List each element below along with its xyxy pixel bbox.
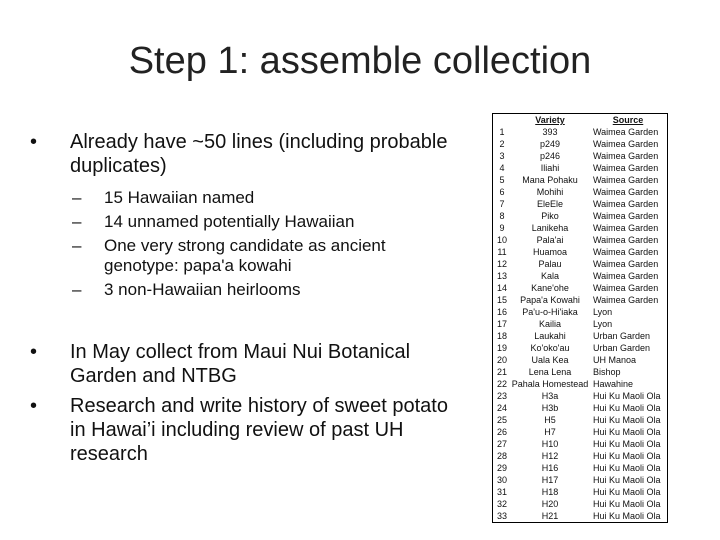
variety-cell: Pa'u-o-Hi'iaka: [522, 307, 578, 317]
source-cell: Urban Garden: [593, 331, 651, 341]
row-number: 7: [499, 199, 505, 209]
source-cell: Waimea Garden: [593, 139, 659, 149]
table-row: [493, 138, 668, 150]
source-cell: Lyon: [593, 307, 613, 317]
table-row: [493, 222, 668, 234]
row-number: 11: [497, 247, 507, 257]
row-number: 25: [496, 415, 507, 425]
variety-cell: H16: [541, 463, 559, 473]
variety-cell: Kala: [540, 271, 559, 281]
variety-table-wrapper: [492, 113, 668, 523]
source-cell: Waimea Garden: [593, 271, 659, 281]
row-number: 13: [496, 271, 507, 281]
bullet-item: [30, 130, 450, 178]
table-row: [493, 378, 668, 390]
sub-bullet-text: 14 unnamed potentially Hawaiian: [104, 212, 355, 231]
source-cell: Hui Ku Maoli Ola: [593, 511, 661, 521]
sub-bullet-item: [72, 280, 450, 300]
dash-marker: –: [72, 188, 82, 207]
variety-cell: Lanikeha: [531, 223, 569, 233]
table-row: [493, 498, 668, 510]
table-row: [493, 174, 668, 186]
source-cell: Waimea Garden: [593, 211, 659, 221]
source-cell: Waimea Garden: [593, 163, 659, 173]
row-number: 17: [496, 319, 507, 329]
table-row: [493, 162, 668, 174]
variety-cell: Huamoa: [532, 247, 568, 257]
source-cell: Waimea Garden: [593, 223, 659, 233]
source-cell: Hui Ku Maoli Ola: [593, 487, 661, 497]
source-cell: Hui Ku Maoli Ola: [593, 427, 661, 437]
variety-cell: Pahala Homestead: [511, 379, 589, 389]
row-number: 3: [499, 151, 505, 161]
source-cell: Bishop: [593, 367, 621, 377]
variety-cell: H7: [544, 427, 556, 437]
header-variety: Variety: [535, 115, 565, 125]
variety-cell: Kane'ohe: [531, 283, 569, 293]
row-number: 32: [496, 499, 507, 509]
variety-cell: Ko'oko'au: [530, 343, 570, 353]
source-cell: Waimea Garden: [593, 151, 659, 161]
source-cell: UH Manoa: [593, 355, 637, 365]
table-row: [493, 282, 668, 294]
bullet-marker: •: [30, 395, 38, 417]
table-row: [493, 438, 668, 450]
table-row: [493, 462, 668, 474]
table-row: [493, 258, 668, 270]
row-number: 24: [496, 403, 507, 413]
sub-bullet-text: 15 Hawaiian named: [104, 188, 255, 207]
variety-cell: Iliahi: [540, 163, 560, 173]
source-cell: Waimea Garden: [593, 199, 659, 209]
source-cell: Hui Ku Maoli Ola: [593, 391, 661, 401]
row-number: 12: [496, 259, 507, 269]
variety-cell: Lena Lena: [528, 367, 572, 377]
row-number: 1: [499, 127, 505, 137]
dash-marker: –: [72, 280, 82, 299]
source-cell: Waimea Garden: [593, 175, 659, 185]
bullet-text: Already have ~50 lines (including probable duplicates): [70, 131, 448, 177]
variety-cell: p246: [539, 151, 561, 161]
slide-title: Step 1: assemble collection: [128, 40, 592, 82]
source-cell: Waimea Garden: [593, 187, 659, 197]
table-row: [493, 294, 668, 306]
variety-cell: Pala'ai: [536, 235, 564, 245]
row-number: 4: [499, 163, 505, 173]
variety-cell: Palau: [538, 259, 562, 269]
table-row: [493, 402, 668, 414]
table-row: [493, 210, 668, 222]
variety-cell: H10: [541, 439, 559, 449]
row-number: 16: [496, 307, 507, 317]
row-number: 15: [496, 295, 507, 305]
source-cell: Waimea Garden: [593, 127, 659, 137]
bullet-item: [30, 394, 450, 466]
table-row: [493, 354, 668, 366]
variety-cell: Piko: [541, 211, 559, 221]
table-row: [493, 186, 668, 198]
row-number: 6: [499, 187, 505, 197]
bullet-marker: •: [30, 131, 38, 153]
row-number: 22: [496, 379, 507, 389]
variety-cell: H18: [541, 487, 559, 497]
row-number: 5: [499, 175, 505, 185]
source-cell: Hui Ku Maoli Ola: [593, 415, 661, 425]
source-cell: Hawahine: [593, 379, 634, 389]
source-cell: Hui Ku Maoli Ola: [593, 475, 661, 485]
row-number: 20: [496, 355, 507, 365]
table-row: [493, 450, 668, 462]
variety-cell: Laukahi: [534, 331, 566, 341]
sub-bullet-item: [72, 188, 450, 208]
row-number: 23: [496, 391, 507, 401]
row-number: 10: [496, 235, 507, 245]
source-cell: Hui Ku Maoli Ola: [593, 463, 661, 473]
row-number: 28: [496, 451, 507, 461]
table-row: [493, 414, 668, 426]
source-cell: Hui Ku Maoli Ola: [593, 499, 661, 509]
variety-cell: Papa'a Kowahi: [520, 295, 580, 305]
row-number: 21: [496, 367, 507, 377]
table-row: [493, 342, 668, 354]
sub-bullet-list: [72, 188, 450, 300]
bullet-item: [30, 340, 450, 388]
dash-marker: –: [72, 212, 82, 231]
spacer: [30, 304, 450, 340]
bullet-list: [30, 130, 450, 466]
sub-bullet-item: [72, 212, 450, 232]
table-row: [493, 198, 668, 210]
source-cell: Waimea Garden: [593, 283, 659, 293]
table-body: [493, 126, 668, 523]
variety-cell: p249: [539, 139, 561, 149]
row-number: 26: [496, 427, 507, 437]
table-header-row: [493, 114, 668, 127]
variety-cell: EleEle: [536, 199, 563, 209]
source-cell: Waimea Garden: [593, 235, 659, 245]
variety-cell: Mohihi: [536, 187, 564, 197]
source-cell: Waimea Garden: [593, 295, 659, 305]
variety-cell: H20: [541, 499, 559, 509]
row-number: 8: [499, 211, 505, 221]
variety-cell: H21: [541, 511, 559, 521]
variety-cell: H12: [541, 451, 559, 461]
variety-cell: H5: [544, 415, 556, 425]
source-cell: Hui Ku Maoli Ola: [593, 403, 661, 413]
table-row: [493, 390, 668, 402]
variety-cell: Uala Kea: [531, 355, 569, 365]
row-number: 14: [496, 283, 507, 293]
header-source: Source: [612, 115, 644, 125]
source-cell: Hui Ku Maoli Ola: [593, 451, 661, 461]
variety-cell: H3a: [541, 391, 559, 401]
table-row: [493, 270, 668, 282]
source-cell: Waimea Garden: [593, 259, 659, 269]
variety-cell: H3b: [541, 403, 559, 413]
source-cell: Urban Garden: [593, 343, 651, 353]
variety-cell: Kailia: [538, 319, 561, 329]
table-row: [493, 510, 668, 523]
table-row: [493, 330, 668, 342]
variety-table: [492, 113, 668, 523]
table-row: [493, 246, 668, 258]
table-row: [493, 318, 668, 330]
table-row: [493, 306, 668, 318]
table-row: [493, 474, 668, 486]
bullet-text: Research and write history of sweet potato in Hawai’i including review of past UH research: [70, 395, 448, 465]
sub-bullet-text: 3 non-Hawaiian heirlooms: [104, 280, 301, 299]
bullet-text: In May collect from Maui Nui Botanical Garden and NTBG: [70, 341, 411, 387]
row-number: 33: [496, 511, 507, 521]
row-number: 18: [496, 331, 507, 341]
source-cell: Lyon: [593, 319, 613, 329]
table-row: [493, 486, 668, 498]
variety-cell: 393: [542, 127, 558, 137]
row-number: 27: [496, 439, 507, 449]
row-number: 9: [499, 223, 505, 233]
row-number: 19: [496, 343, 507, 353]
dash-marker: –: [72, 236, 82, 255]
variety-cell: Mana Pohaku: [522, 175, 578, 185]
row-number: 29: [496, 463, 507, 473]
table-row: [493, 366, 668, 378]
bullet-marker: •: [30, 341, 38, 363]
header-number: [493, 114, 512, 127]
sub-bullet-text: One very strong candidate as ancient genotype: papa'a kowahi: [104, 236, 386, 275]
table-row: [493, 126, 668, 138]
source-cell: Hui Ku Maoli Ola: [593, 439, 661, 449]
table-row: [493, 234, 668, 246]
table-row: [493, 426, 668, 438]
source-cell: Waimea Garden: [593, 247, 659, 257]
row-number: 31: [496, 487, 507, 497]
variety-cell: H17: [541, 475, 559, 485]
row-number: 2: [499, 139, 505, 149]
sub-bullet-item: [72, 236, 450, 276]
table-row: [493, 150, 668, 162]
row-number: 30: [496, 475, 507, 485]
